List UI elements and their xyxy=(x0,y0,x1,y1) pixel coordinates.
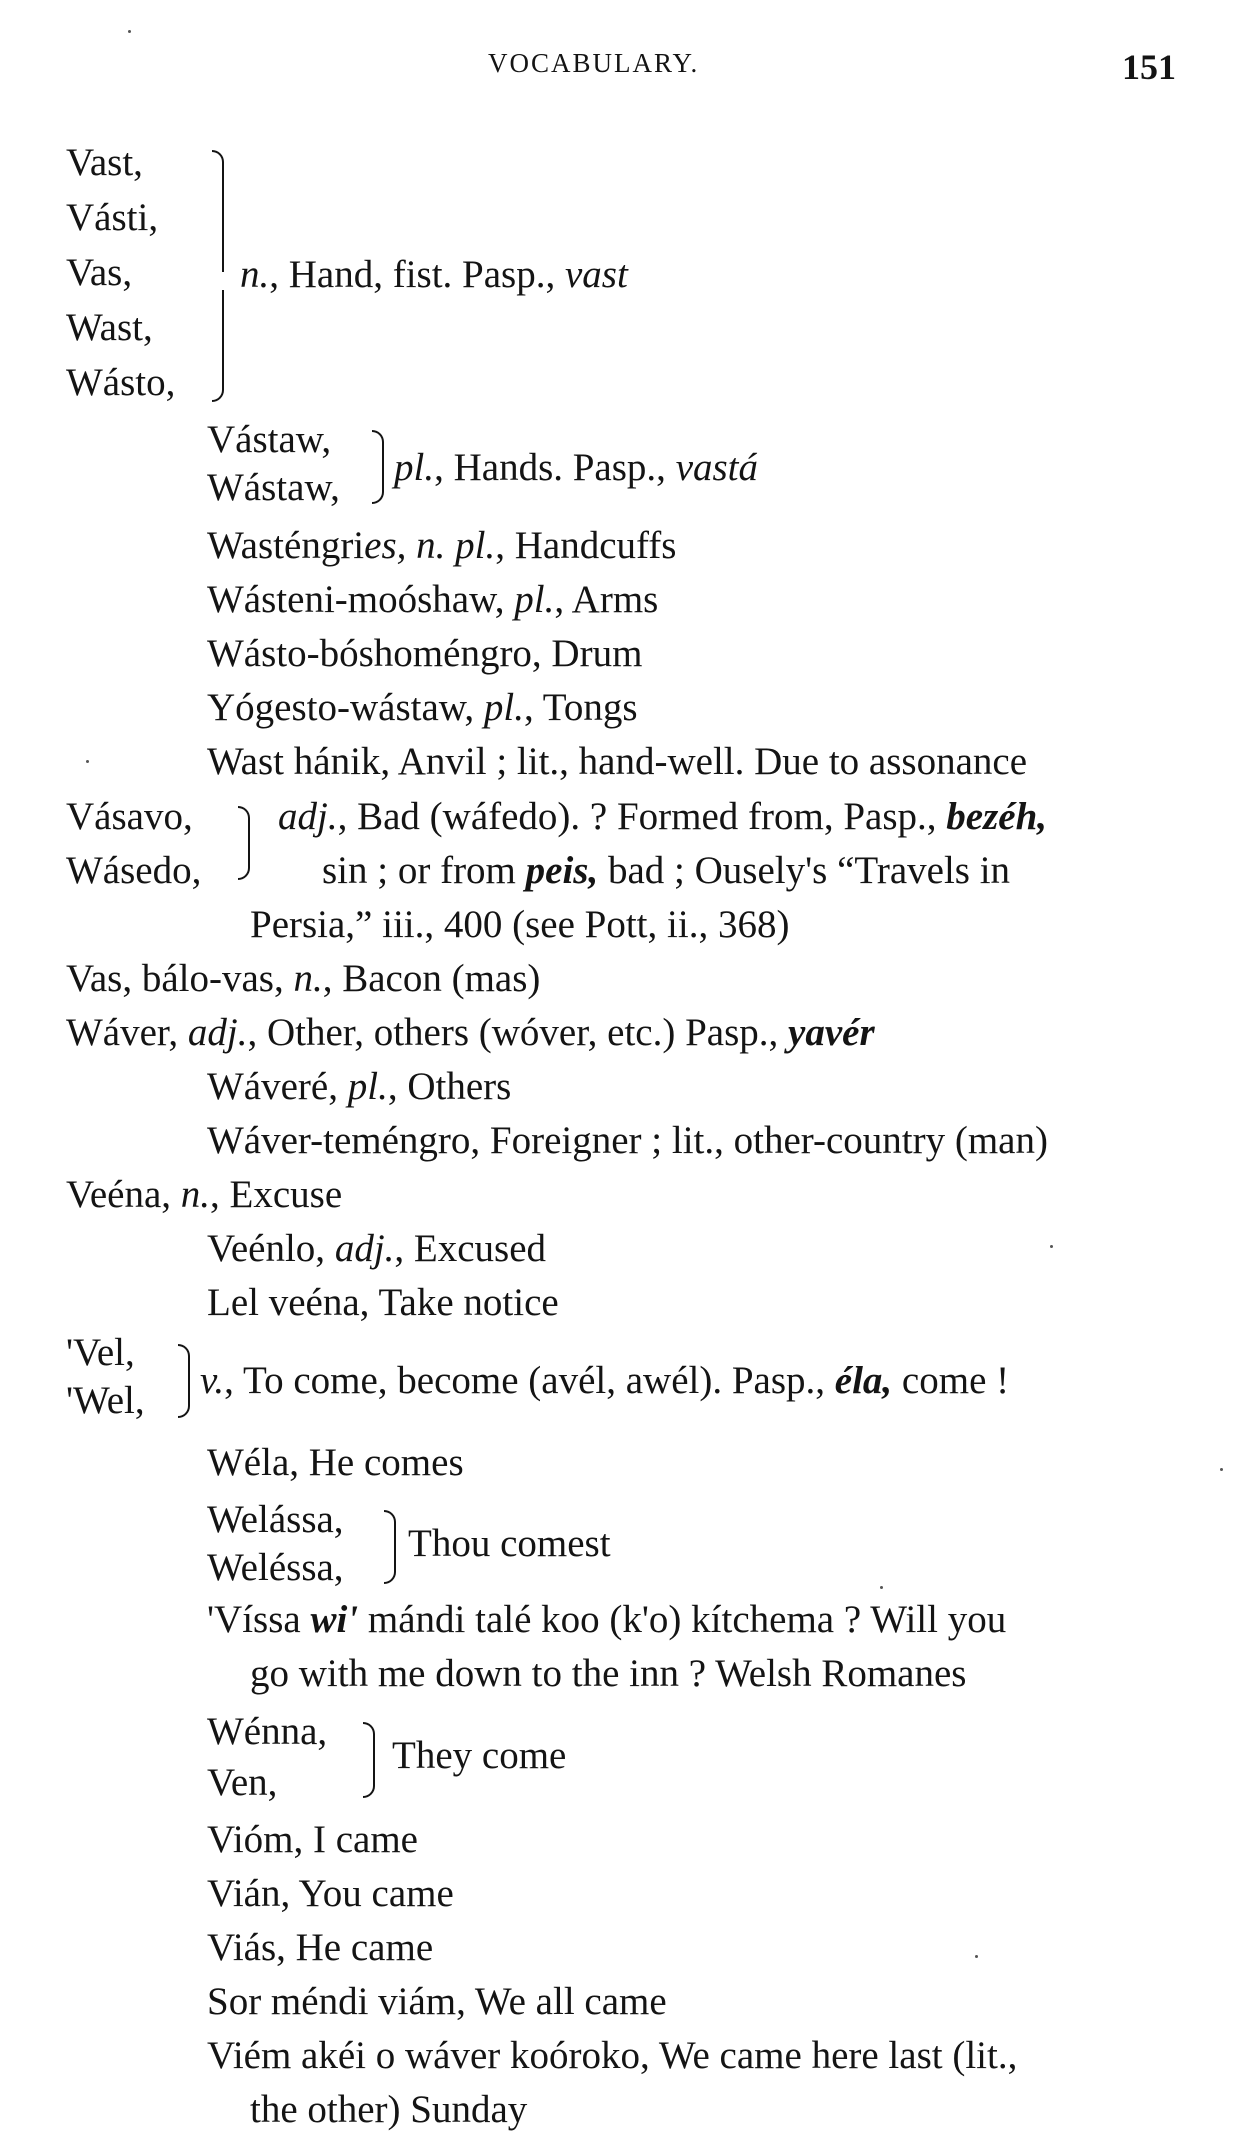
headword: Wástaw, xyxy=(207,466,340,509)
scan-speck xyxy=(128,30,131,33)
headword: 'Vel, xyxy=(66,1331,135,1374)
headword: Vast, xyxy=(66,141,143,184)
brace xyxy=(372,430,384,504)
headword: Vas, xyxy=(66,251,133,294)
page-number: 151 xyxy=(1122,47,1176,87)
running-header: VOCABULARY. xyxy=(488,48,700,78)
brace xyxy=(178,1344,190,1418)
headword: Wénna, xyxy=(207,1710,328,1753)
headword: Wast, xyxy=(66,306,153,349)
scan-speck xyxy=(1220,1468,1223,1471)
entry-viem-akei-continued: the other) Sunday xyxy=(250,2088,528,2131)
definition: Thou comest xyxy=(408,1522,611,1565)
definition-line: adj., Bad (wáfedo). ? Formed from, Pasp., bezéh, xyxy=(278,795,1048,838)
entry-vian: Vián, You came xyxy=(207,1872,454,1915)
entry-vias: Viás, He came xyxy=(207,1926,434,1969)
entry-sor-mendi-viam: Sor méndi viám, We all came xyxy=(207,1980,667,2023)
scan-speck xyxy=(86,760,89,763)
headword: Ven, xyxy=(207,1761,278,1804)
definition: pl., Hands. Pasp., vastá xyxy=(394,446,759,489)
entry-wasteni-mooshaw: Wásteni-moóshaw, pl., Arms xyxy=(207,578,659,621)
brace-bottom xyxy=(212,290,224,402)
brace xyxy=(363,1722,375,1798)
entry-wavere: Wáveré, pl., Others xyxy=(207,1065,512,1108)
definition: They come xyxy=(392,1734,567,1777)
scan-speck xyxy=(880,1586,883,1589)
headword: Wásto, xyxy=(66,361,176,404)
entry-wasto-boshomengro: Wásto-bóshoméngro, Drum xyxy=(207,632,643,675)
entry-waver-temengro: Wáver-teméngro, Foreigner ; lit., other-country (man) xyxy=(207,1119,1048,1162)
entry-vissa-continued: go with me down to the inn ? Welsh Romanes xyxy=(250,1652,967,1695)
entry-vissa: 'Víssa wi' mándi talé koo (k'o) kítchema ? Will you xyxy=(207,1598,1007,1641)
scan-speck xyxy=(975,1955,978,1958)
brace xyxy=(384,1510,396,1584)
entry-lel-veena: Lel veéna, Take notice xyxy=(207,1281,559,1324)
definition-line: sin ; or from peis, bad ; Ousely's “Travels in xyxy=(322,849,1011,892)
headword: Vásti, xyxy=(66,196,159,239)
headword: Wásedo, xyxy=(66,849,202,892)
entry-veenlo: Veénlo, adj., Excused xyxy=(207,1227,547,1270)
headword: Welássa, xyxy=(207,1498,344,1541)
entry-vas-balo-vas: Vas, bálo-vas, n., Bacon (mas) xyxy=(66,957,541,1000)
brace-top xyxy=(212,150,224,272)
headword: Vástaw, xyxy=(207,418,332,461)
definition: n., Hand, fist. Pasp., vast xyxy=(240,253,628,296)
entry-wast-hanik: Wast hánik, Anvil ; lit., hand-well. Due to assonance xyxy=(207,740,1028,783)
scan-speck xyxy=(1050,1245,1053,1248)
headword: Vásavo, xyxy=(66,795,193,838)
headword: 'Wel, xyxy=(66,1379,145,1422)
entry-viom: Vióm, I came xyxy=(207,1818,418,1861)
brace xyxy=(238,806,250,880)
entry-waver: Wáver, adj., Other, others (wóver, etc.) Pasp., yavér xyxy=(66,1011,875,1054)
entry-viem-akei: Viém akéi o wáver koóroko, We came here last (lit., xyxy=(207,2034,1018,2077)
definition: v., To come, become (avél, awél). Pasp., éla, come ! xyxy=(200,1359,1010,1402)
entry-yogesto-wastaw: Yógesto-wástaw, pl., Tongs xyxy=(207,686,638,729)
entry-wastengries: Wasténgries, n. pl., Handcuffs xyxy=(207,524,677,567)
entry-veena: Veéna, n., Excuse xyxy=(66,1173,343,1216)
headword: Weléssa, xyxy=(207,1546,344,1589)
definition-line: Persia,” iii., 400 (see Pott, ii., 368) xyxy=(250,903,790,946)
entry-wela: Wéla, He comes xyxy=(207,1441,464,1484)
